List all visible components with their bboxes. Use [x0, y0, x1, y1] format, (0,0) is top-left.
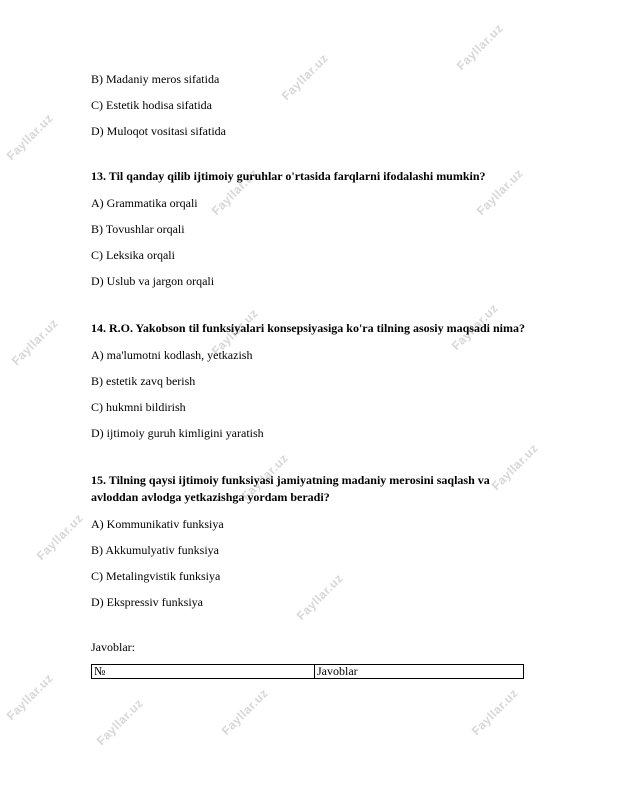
option-c: C) Estetik hodisa sifatida: [91, 98, 212, 112]
watermark: Fayllar.uz: [33, 510, 86, 564]
watermark: Fayllar.uz: [8, 315, 61, 369]
watermark: Fayllar.uz: [473, 165, 526, 219]
document-body: [91, 70, 531, 679]
option-c: C) Metalingvistik funksiya: [91, 569, 221, 583]
question-14: 14. R.O. Yakobson til funksiyalari konsepsiyasiga ko'ra tilning asosiy maqsadi nima?: [91, 321, 525, 335]
option-a: A) Kommunikativ funksiya: [91, 517, 224, 531]
option-b: B) Akkumulyativ funksiya: [91, 543, 219, 557]
watermark: Fayllar.uz: [453, 20, 506, 74]
question-13-options: [91, 194, 531, 298]
watermark: Fayllar.uz: [293, 570, 346, 624]
option-c: C) Leksika orqali: [91, 248, 175, 262]
watermark: Fayllar.uz: [3, 670, 56, 724]
column-header-number: №: [92, 665, 315, 679]
option-d: D) Muloqot vositasi sifatida: [91, 124, 226, 138]
question-15-options: [91, 515, 531, 619]
watermark: Fayllar.uz: [468, 685, 521, 739]
option-a: A) Grammatika orqali: [91, 196, 198, 210]
question-12-options: [91, 70, 531, 148]
answers-table: [91, 664, 524, 679]
option-c: C) hukmni bildirish: [91, 400, 186, 414]
watermark: Fayllar.uz: [218, 685, 271, 739]
table-header-row: [92, 665, 524, 679]
watermark: Fayllar.uz: [488, 440, 541, 494]
watermark: Fayllar.uz: [208, 305, 261, 359]
question-15: 15. Tilning qaysi ijtimoiy funksiyasi jamiyatning madaniy merosini saqlash va avloddan avlodga yetkazishga yordam beradi?: [91, 473, 490, 504]
question-14-options: [91, 346, 531, 450]
option-b: B) Tovushlar orqali: [91, 222, 185, 236]
watermark: Fayllar.uz: [238, 450, 291, 504]
answers-heading: Javoblar:: [91, 640, 135, 654]
option-b: B) estetik zavq berish: [91, 374, 196, 388]
watermark: Fayllar.uz: [3, 110, 56, 164]
option-d: D) Uslub va jargon orqali: [91, 274, 215, 288]
option-d: D) Ekspressiv funksiya: [91, 595, 203, 609]
option-a: A) ma'lumotni kodlash, yetkazish: [91, 348, 253, 362]
watermark: Fayllar.uz: [93, 695, 146, 749]
question-13: 13. Til qanday qilib ijtimoiy guruhlar o'rtasida farqlarni ifodalashi mumkin?: [91, 169, 486, 183]
option-d: D) ijtimoiy guruh kimligini yaratish: [91, 426, 264, 440]
watermark: Fayllar.uz: [208, 165, 261, 219]
watermark: Fayllar.uz: [448, 300, 501, 354]
watermark: Fayllar.uz: [278, 50, 331, 104]
column-header-answers: Javoblar: [315, 665, 524, 679]
option-b: B) Madaniy meros sifatida: [91, 72, 220, 86]
